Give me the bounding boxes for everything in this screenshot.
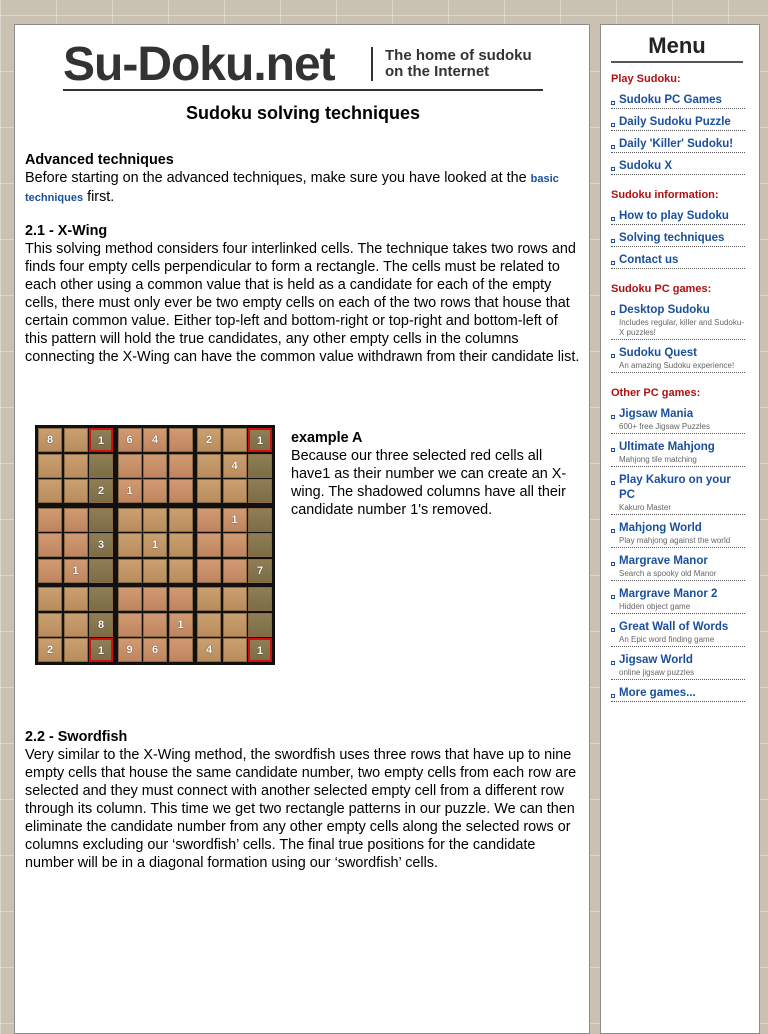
menu-item[interactable] <box>611 407 745 434</box>
grid-cell <box>223 559 247 583</box>
menu-item[interactable] <box>611 209 745 225</box>
grid-cell <box>248 508 272 532</box>
menu-item-description: An Epic word finding game <box>619 635 715 644</box>
grid-cell <box>64 638 88 662</box>
menu-item[interactable] <box>611 303 745 340</box>
bullet-icon <box>611 101 615 105</box>
grid-cell: 1 <box>143 533 167 557</box>
menu-group <box>611 283 745 373</box>
grid-cell <box>64 428 88 452</box>
grid-cell <box>248 587 272 611</box>
grid-cell: 1 <box>64 559 88 583</box>
menu-item-description: Kakuro Master <box>619 503 672 512</box>
menu-item-description: An amazing Sudoku experience! <box>619 361 735 370</box>
grid-cell: 3 <box>89 533 113 557</box>
grid-cell <box>169 638 193 662</box>
menu-item-description: Search a spooky old Manor <box>619 569 717 578</box>
bullet-icon <box>611 415 615 419</box>
menu-item-description: Mahjong tile matching <box>619 455 697 464</box>
example-a-block <box>291 429 581 519</box>
bullet-icon <box>611 628 615 632</box>
grid-cell <box>64 479 88 503</box>
menu-item-label[interactable]: Sudoku Quest <box>619 347 697 359</box>
grid-cell <box>38 454 62 478</box>
bullet-icon <box>611 145 615 149</box>
grid-cell <box>64 613 88 637</box>
menu-item-label[interactable]: Margrave Manor <box>619 555 708 567</box>
menu-item[interactable] <box>611 686 745 702</box>
grid-cell: 1 <box>118 479 142 503</box>
grid-cell: 1 <box>248 638 272 662</box>
bullet-icon <box>611 529 615 533</box>
swordfish-heading: 2.2 - Swordfish <box>25 729 128 745</box>
sidebar-menu <box>600 24 760 1034</box>
swordfish-body: Very similar to the X-Wing method, the swordfish uses three rows that have up to nine empty cells that house the same candidate number, two empty cells from each row are selected and they must connect with another selected empty cell from a different row through its column. This time we get two rectangle patterns in our puzzle. We can then eliminate the candidate number from any other empty cells along the selected rows or columns excluding our ‘swordfish’ cells. The final true positions for the candidate number will be in a diagonal formation using our ‘swordfish’ cells. <box>25 747 577 871</box>
grid-cell <box>143 508 167 532</box>
grid-cell: 2 <box>38 638 62 662</box>
grid-cell <box>89 559 113 583</box>
menu-item-label[interactable]: Solving techniques <box>619 232 725 244</box>
menu-item[interactable] <box>611 653 745 680</box>
logo-separator <box>371 47 373 81</box>
bullet-icon <box>611 123 615 127</box>
menu-category: Sudoku PC games: <box>611 283 712 295</box>
bullet-icon <box>611 311 615 315</box>
menu-item-description: Play mahjong against the world <box>619 536 731 545</box>
menu-group <box>611 73 745 175</box>
menu-item-label[interactable]: Jigsaw World <box>619 654 693 666</box>
grid-cell: 4 <box>223 454 247 478</box>
grid-cell: 1 <box>89 638 113 662</box>
xwing-heading: 2.1 - X-Wing <box>25 223 108 239</box>
advanced-text-before: Before starting on the advanced techniques, make sure you have looked at the <box>25 170 527 186</box>
menu-item[interactable] <box>611 473 745 515</box>
logo-name: Su-Doku.net <box>63 38 335 91</box>
grid-cell: 1 <box>223 508 247 532</box>
grid-cell <box>89 587 113 611</box>
menu-category: Other PC games: <box>611 387 701 399</box>
grid-cell <box>223 428 247 452</box>
menu-item-description: 600+ free Jigsaw Puzzles <box>619 422 710 431</box>
grid-cell <box>38 533 62 557</box>
grid-cell <box>169 508 193 532</box>
menu-item-label[interactable]: Ultimate Mahjong <box>619 441 715 453</box>
grid-cell: 8 <box>38 428 62 452</box>
advanced-section <box>25 151 580 207</box>
menu-item[interactable] <box>611 137 745 153</box>
grid-cell <box>248 454 272 478</box>
grid-cell <box>248 613 272 637</box>
menu-item-description: online jigsaw puzzles <box>619 668 695 677</box>
menu-item-label[interactable]: Margrave Manor 2 <box>619 588 718 600</box>
bullet-icon <box>611 239 615 243</box>
grid-cell: 6 <box>118 428 142 452</box>
grid-cell: 4 <box>197 638 221 662</box>
menu-item-label[interactable]: More games... <box>619 687 696 699</box>
bullet-icon <box>611 481 615 485</box>
sudoku-grid-example <box>35 425 275 665</box>
grid-cell <box>197 559 221 583</box>
xwing-section <box>25 222 580 366</box>
menu-item-label[interactable]: Daily Sudoku Puzzle <box>619 116 731 128</box>
menu-item[interactable] <box>611 554 745 581</box>
xwing-body: This solving method considers four interlinked cells. The technique takes two rows and finds four empty cells perpendicular to form a rectangle. The cells must be related to each other using a common value that is held as a candidate for each of the empty cells, there must only ever be two empty cells on each of the two rows that house that certain common value. Either top-left and bottom-right or top-right and bottom-left of this pattern will hold the true candidates, any other empty cells in the columns connecting the X-Wing can have the common value withdrawn from their candidate list. <box>25 241 580 365</box>
bullet-icon <box>611 354 615 358</box>
site-logo[interactable] <box>63 39 543 91</box>
menu-item[interactable] <box>611 253 745 269</box>
menu-item-label[interactable]: Sudoku X <box>619 160 673 172</box>
bullet-icon <box>611 562 615 566</box>
bullet-icon <box>611 694 615 698</box>
menu-title: Menu <box>611 33 743 63</box>
grid-cell <box>118 508 142 532</box>
grid-cell <box>143 559 167 583</box>
grid-cell: 8 <box>89 613 113 637</box>
grid-cell <box>64 454 88 478</box>
menu-item-description: Hidden object game <box>619 602 691 611</box>
bullet-icon <box>611 448 615 452</box>
example-heading: example A <box>291 430 363 446</box>
grid-cell <box>64 508 88 532</box>
menu-group <box>611 189 745 269</box>
menu-item[interactable] <box>611 346 745 373</box>
grid-cell <box>64 533 88 557</box>
menu-item[interactable] <box>611 115 745 131</box>
swordfish-section <box>25 728 580 872</box>
grid-cell <box>143 454 167 478</box>
grid-cell: 9 <box>118 638 142 662</box>
menu-item-label[interactable]: Play Kakuro on your PC <box>619 474 731 501</box>
grid-cell <box>118 454 142 478</box>
grid-cell <box>143 613 167 637</box>
grid-cell <box>169 479 193 503</box>
menu-item-description: Includes regular, killer and Sudoku-X puzzles! <box>619 318 744 337</box>
main-content <box>14 24 590 1034</box>
grid-cell <box>38 559 62 583</box>
bullet-icon <box>611 595 615 599</box>
menu-item-label[interactable]: Desktop Sudoku <box>619 304 710 316</box>
grid-cell <box>197 613 221 637</box>
grid-cell <box>118 613 142 637</box>
grid-cell: 4 <box>143 428 167 452</box>
example-body: Because our three selected red cells all have1 as their number we can create an X-wing. The shadowed columns have all their candidate number 1's removed. <box>291 448 567 518</box>
menu-item[interactable] <box>611 93 745 109</box>
menu-category: Sudoku information: <box>611 189 719 201</box>
grid-cell <box>169 533 193 557</box>
logo-tagline-line2: on the Internet <box>385 63 490 80</box>
grid-cell <box>197 533 221 557</box>
menu-item[interactable] <box>611 620 745 647</box>
grid-cell <box>223 587 247 611</box>
page-title: Sudoku solving techniques <box>185 103 421 123</box>
advanced-intro <box>25 169 580 207</box>
grid-cell <box>118 587 142 611</box>
grid-cell <box>223 638 247 662</box>
grid-cell <box>143 479 167 503</box>
menu-list <box>611 69 745 716</box>
menu-item[interactable] <box>611 231 745 247</box>
grid-cell <box>223 479 247 503</box>
grid-cell: 1 <box>248 428 272 452</box>
grid-cell <box>197 587 221 611</box>
grid-cell <box>169 428 193 452</box>
bullet-icon <box>611 167 615 171</box>
logo-tagline <box>385 48 532 80</box>
grid-cell <box>64 587 88 611</box>
grid-cell <box>248 479 272 503</box>
menu-item[interactable] <box>611 159 745 175</box>
menu-item-label[interactable]: Jigsaw Mania <box>619 408 694 420</box>
grid-cell <box>89 508 113 532</box>
menu-item[interactable] <box>611 587 745 614</box>
grid-cell: 1 <box>169 613 193 637</box>
menu-item-label[interactable]: Contact us <box>619 254 679 266</box>
menu-item-label[interactable]: Great Wall of Words <box>619 621 729 633</box>
logo-tagline-line1: The home of sudoku <box>385 47 532 64</box>
grid-cell <box>223 613 247 637</box>
menu-group <box>611 387 745 702</box>
menu-item[interactable] <box>611 440 745 467</box>
menu-item[interactable] <box>611 521 745 548</box>
grid-cell <box>248 533 272 557</box>
menu-item-label[interactable]: Daily 'Killer' Sudoku! <box>619 138 734 150</box>
menu-item-label[interactable]: Mahjong World <box>619 522 702 534</box>
bullet-icon <box>611 217 615 221</box>
grid-cell <box>169 559 193 583</box>
grid-cell: 2 <box>197 428 221 452</box>
grid-cell: 2 <box>89 479 113 503</box>
grid-cell <box>118 559 142 583</box>
grid-cell <box>38 587 62 611</box>
grid-cell <box>197 479 221 503</box>
bullet-icon <box>611 661 615 665</box>
menu-item-label[interactable]: Sudoku PC Games <box>619 94 722 106</box>
grid-cell <box>223 533 247 557</box>
grid-cell <box>38 479 62 503</box>
advanced-text-after: first. <box>83 189 115 205</box>
grid-cell <box>143 587 167 611</box>
grid-cell: 6 <box>143 638 167 662</box>
bullet-icon <box>611 261 615 265</box>
grid-cell <box>38 508 62 532</box>
menu-category: Play Sudoku: <box>611 73 681 85</box>
grid-cell <box>197 508 221 532</box>
advanced-heading: Advanced techniques <box>25 152 174 168</box>
grid-cell <box>169 587 193 611</box>
menu-item-label[interactable]: How to play Sudoku <box>619 210 729 222</box>
basic-techniques-link[interactable]: basic techniques <box>25 173 559 204</box>
grid-cell: 1 <box>89 428 113 452</box>
grid-cell <box>89 454 113 478</box>
grid-cell <box>118 533 142 557</box>
grid-cell <box>38 613 62 637</box>
grid-cell <box>169 454 193 478</box>
grid-cell: 7 <box>248 559 272 583</box>
grid-cell <box>197 454 221 478</box>
